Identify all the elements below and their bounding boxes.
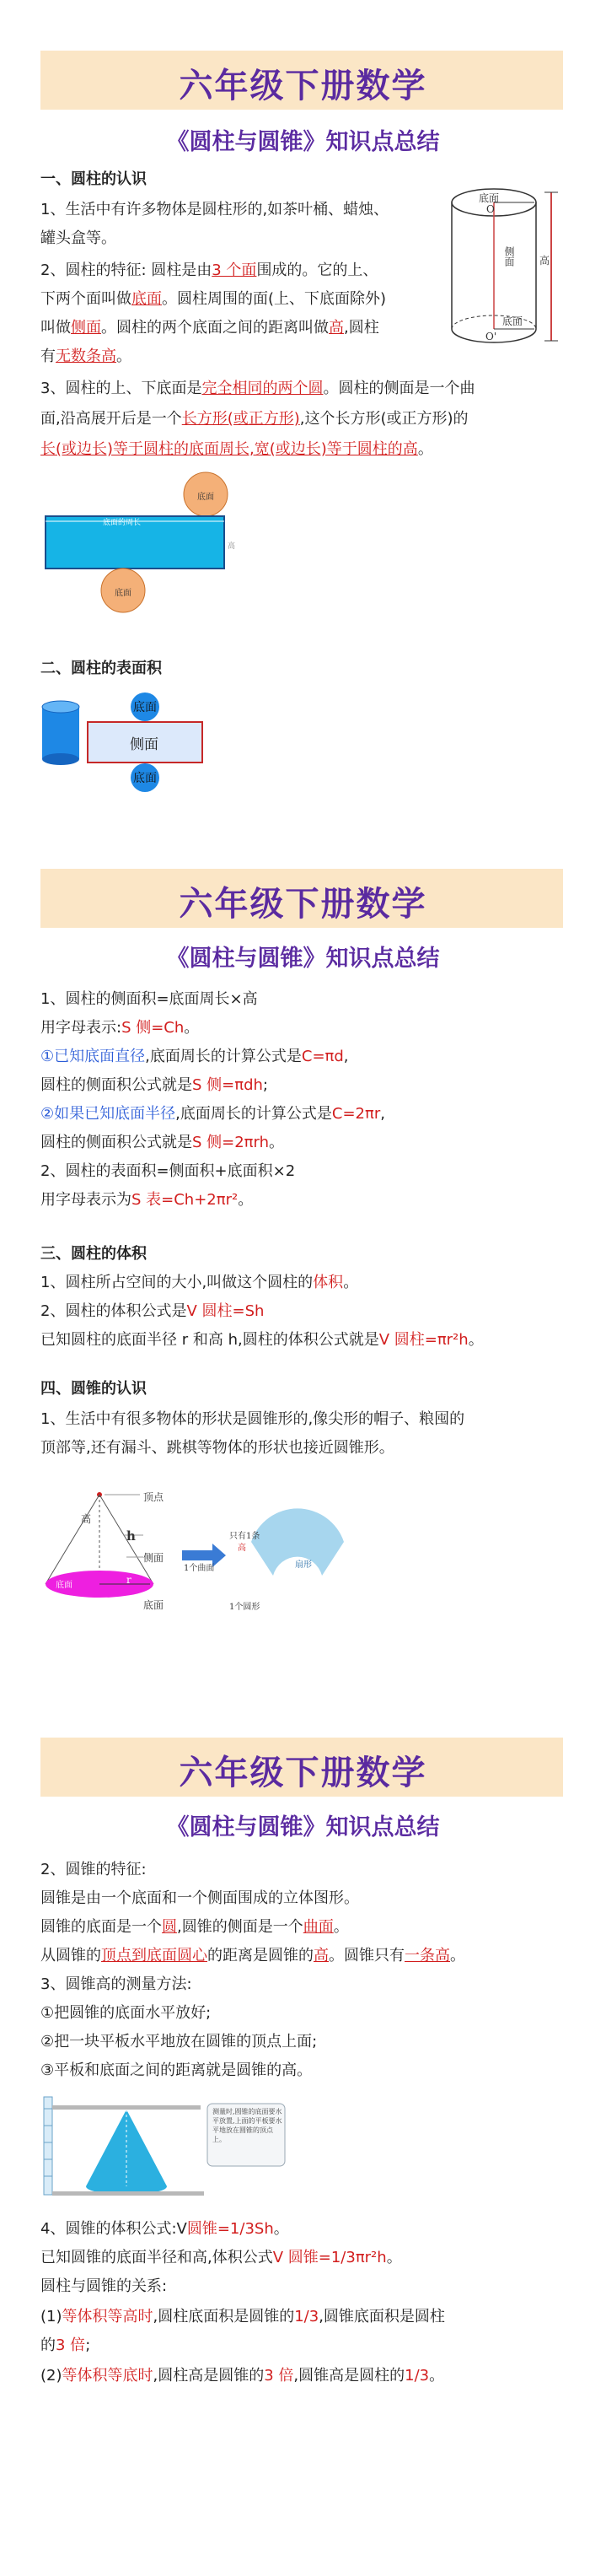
highlight: 长(或边长)等于圆柱的底面周长,宽(或边长)等于圆柱的高: [40, 440, 418, 458]
text: 围成的。它的上、: [256, 261, 378, 279]
text: 圆柱的侧面积公式就是: [40, 1134, 192, 1151]
text: ,圆锥高是圆柱的: [293, 2367, 405, 2385]
text: ,圆柱高是圆锥的: [153, 2367, 265, 2385]
page-2: [0, 869, 606, 1712]
text: 叫做: [40, 319, 71, 337]
cylinder-net-figure: [39, 464, 258, 616]
cone-one-height: 只有1条: [229, 1532, 260, 1541]
text: 下两个面叫做: [40, 290, 131, 308]
cylinder-figure: [443, 177, 570, 363]
sa-side-label: 侧面: [130, 736, 158, 753]
paragraph-line: [40, 435, 433, 464]
paragraph-line: [40, 2331, 90, 2360]
formula: C=2πr: [331, 1105, 381, 1123]
paragraph-line: 圆柱与圆锥的关系:: [40, 2277, 168, 2295]
paragraph-line: ①把圆锥的底面水平放好;: [40, 2004, 212, 2022]
paragraph-line: 3、圆锥高的测量方法:: [40, 1975, 192, 1993]
highlight: 底面: [131, 290, 162, 308]
paragraph-line: [40, 2362, 444, 2390]
heading-cylinder-intro: 一、圆柱的认识: [40, 170, 147, 188]
text: 。: [269, 1134, 285, 1151]
page-title: 六年级下册数学: [179, 885, 427, 924]
cone-base2-label: 底面: [143, 1599, 164, 1611]
text: 。: [184, 1019, 200, 1037]
highlight: 完全相同的两个圆: [201, 380, 324, 397]
highlight: 体积: [313, 1274, 344, 1291]
page-3: [0, 1738, 606, 2576]
net-bottom-label: 底面: [115, 589, 131, 598]
text: 已知圆柱的底面半径 r 和高 h,圆柱的体积公式就是: [40, 1331, 379, 1349]
paragraph-line: [40, 1014, 199, 1043]
text: 。: [333, 1918, 349, 1936]
highlight: 高: [329, 319, 344, 337]
heading-cylinder-surface: 二、圆柱的表面积: [40, 660, 162, 677]
paragraph-line: [40, 2215, 289, 2244]
heading-cone-intro: 四、圆锥的认识: [40, 1380, 147, 1398]
paragraph-line: [40, 1942, 465, 1970]
highlight: 3 个面: [212, 261, 257, 279]
text: 。圆柱的两个底面之间的距离叫做: [101, 319, 329, 337]
page-subtitle: 《圆柱与圆锥》知识点总结: [166, 1814, 440, 1840]
measure-note: 测量时,圆锥的底面要水平放置,上面的平板要水平地放在圆锥的顶点上。: [212, 2108, 282, 2143]
text: 。: [273, 2220, 289, 2238]
text: 。: [116, 348, 131, 365]
highlight: 3 倍: [56, 2336, 86, 2354]
condition: ①已知底面直径: [40, 1048, 146, 1065]
paragraph-line: [40, 1269, 358, 1297]
page-title: 六年级下册数学: [179, 1754, 427, 1792]
text: ,圆柱底面积是圆锥的: [153, 2308, 295, 2325]
cone-height-word: 高: [81, 1513, 92, 1525]
highlight: 高: [314, 1947, 329, 1964]
text: (2): [40, 2367, 62, 2385]
text: 。圆锥只有: [329, 1947, 405, 1964]
text: 3、圆柱的上、下底面是: [40, 380, 202, 397]
text: (1): [40, 2308, 62, 2325]
formula: S 侧=πdh: [192, 1076, 263, 1094]
highlight: 顶点到底面圆心: [101, 1947, 207, 1964]
formula: V 圆锥=1/3πr²h: [272, 2249, 387, 2266]
paragraph-line: ③平板和底面之间的距离就是圆锥的高。: [40, 2061, 313, 2079]
paragraph-line: [40, 2244, 402, 2272]
net-strip-label: 底面的周长: [103, 519, 142, 527]
text: ,底面周长的计算公式是: [175, 1105, 332, 1123]
text: ,圆柱: [344, 319, 379, 337]
text: ,底面周长的计算公式是: [145, 1048, 302, 1065]
paragraph-line: [40, 285, 386, 314]
text: 。: [468, 1331, 484, 1349]
highlight: 无数条高: [56, 348, 116, 365]
text: ;: [262, 1076, 268, 1094]
formula: V 圆柱=πr²h: [378, 1331, 469, 1349]
cone-apex-label: 顶点: [143, 1491, 164, 1503]
text: 从圆锥的: [40, 1947, 101, 1964]
text: 已知圆锥的底面半径和高,体积公式: [40, 2249, 273, 2266]
highlight: 曲面: [303, 1918, 334, 1936]
paragraph-line: [40, 405, 469, 434]
condition: ②如果已知底面半径: [40, 1105, 176, 1123]
fig-o-label: O: [486, 203, 495, 215]
highlight: 1/3: [405, 2367, 430, 2385]
formula: V 圆柱=Sh: [186, 1302, 265, 1320]
paragraph-line: [40, 342, 131, 371]
highlight: 3 倍: [264, 2367, 294, 2385]
text: ;: [85, 2336, 91, 2354]
heading-cylinder-volume: 三、圆柱的体积: [40, 1245, 147, 1263]
formula: S 侧=Ch: [121, 1019, 185, 1037]
highlight: 一条高: [405, 1947, 450, 1964]
paragraph-line: 2、圆柱的表面积=侧面积+底面积×2: [40, 1162, 296, 1180]
text: 。: [429, 2367, 445, 2385]
formula: C=πd: [301, 1048, 344, 1065]
paragraph-line: [40, 1100, 385, 1129]
paragraph-line: 顶部等,还有漏斗、跳棋等物体的形状也接近圆锥形。: [40, 1439, 394, 1457]
text: 。: [343, 1274, 359, 1291]
fig-side-label: 侧面: [503, 246, 515, 267]
cone-side-label: 侧面: [143, 1552, 164, 1564]
text: ,圆锥底面积是圆柱: [319, 2308, 445, 2325]
cone-height-red: 高: [238, 1544, 246, 1553]
cone-sector-label: 扇形: [295, 1560, 312, 1570]
paragraph-line: 1、圆柱的侧面积=底面周长×高: [40, 990, 258, 1008]
text: 圆锥的底面是一个: [40, 1918, 162, 1936]
sa-bottom-label: 底面: [133, 772, 157, 785]
text: 。: [386, 2249, 402, 2266]
text: 2、圆柱的特征: 圆柱是由: [40, 261, 212, 279]
formula: S 表=Ch+2πr²: [131, 1191, 239, 1209]
paragraph-line: 罐头盒等。: [40, 229, 116, 247]
text: 有: [40, 348, 56, 365]
page-title: 六年级下册数学: [179, 67, 427, 105]
text: 用字母表示为: [40, 1191, 131, 1209]
formula: S 侧=2πrh: [192, 1134, 270, 1151]
paragraph-line: 圆锥是由一个底面和一个侧面围成的立体图形。: [40, 1889, 359, 1907]
net-top-label: 底面: [197, 493, 214, 502]
cone-h-label: h: [126, 1528, 136, 1544]
paragraph-line: [40, 256, 378, 285]
net-height-label: 高: [228, 542, 236, 551]
paragraph-line: 2、圆锥的特征:: [40, 1861, 147, 1878]
text: 。圆柱周围的面(上、下底面除外): [162, 290, 387, 308]
paragraph-line: [40, 1043, 349, 1071]
text: 。: [238, 1191, 254, 1209]
text: 的距离是圆锥的: [207, 1947, 314, 1964]
page-subtitle: 《圆柱与圆锥》知识点总结: [166, 129, 440, 155]
highlight: 侧面: [71, 319, 101, 337]
cone-one-curve: 1个曲面: [184, 1564, 215, 1573]
cone-figure: [39, 1485, 410, 1619]
fig-o2-label: O': [485, 331, 497, 342]
text: ,圆锥的侧面是一个: [177, 1918, 303, 1936]
fig-top-label: 底面: [479, 192, 500, 204]
page-1: [0, 0, 606, 843]
highlight: 等体积等高时: [62, 2308, 153, 2325]
text: 。圆柱的侧面是一个曲: [323, 380, 475, 397]
text: 2、圆柱的体积公式是: [40, 1302, 187, 1320]
cone-r-label: r: [126, 1574, 131, 1586]
text: 。: [417, 440, 433, 458]
sa-top-label: 底面: [133, 701, 157, 714]
paragraph-line: [40, 1129, 284, 1157]
text: 用字母表示:: [40, 1019, 122, 1037]
fig-bottom-label: 底面: [502, 315, 523, 327]
highlight: 圆: [162, 1918, 177, 1936]
highlight: 1/3: [294, 2308, 319, 2325]
paragraph-line: [40, 2303, 445, 2331]
cone-one-circle: 1个圆形: [229, 1603, 260, 1612]
paragraph-line: [40, 1071, 268, 1100]
paragraph-line: 1、生活中有许多物体是圆柱形的,如茶叶桶、蜡烛、: [40, 201, 389, 218]
text: ,: [343, 1048, 349, 1065]
text: 1、圆柱所占空间的大小,叫做这个圆柱的: [40, 1274, 314, 1291]
text: 圆柱的侧面积公式就是: [40, 1076, 192, 1094]
page-subtitle: 《圆柱与圆锥》知识点总结: [166, 946, 440, 972]
paragraph-line: [40, 1186, 253, 1215]
paragraph-line: [40, 1326, 484, 1355]
paragraph-line: [40, 1297, 264, 1326]
text: ,: [380, 1105, 385, 1123]
highlight: 等体积等底时: [62, 2367, 153, 2385]
paragraph-line: 1、生活中有很多物体的形状是圆锥形的,像尖形的帽子、粮囤的: [40, 1410, 465, 1428]
highlight: 长方形(或正方形): [181, 410, 300, 428]
text: ,这个长方形(或正方形)的: [299, 410, 469, 428]
text: 。: [450, 1947, 465, 1964]
text: 的: [40, 2336, 56, 2354]
cone-base-label: 底面: [56, 1581, 72, 1590]
text: 面,沿高展开后是一个: [40, 410, 182, 428]
formula: 圆锥=1/3Sh: [186, 2220, 274, 2238]
paragraph-line: [40, 1913, 349, 1942]
fig-height-label: 高: [539, 255, 550, 267]
paragraph-line: [40, 375, 475, 403]
text: 4、圆锥的体积公式:V: [40, 2220, 187, 2238]
paragraph-line: [40, 314, 379, 342]
paragraph-line: ②把一块平板水平地放在圆锥的顶点上面;: [40, 2033, 318, 2051]
